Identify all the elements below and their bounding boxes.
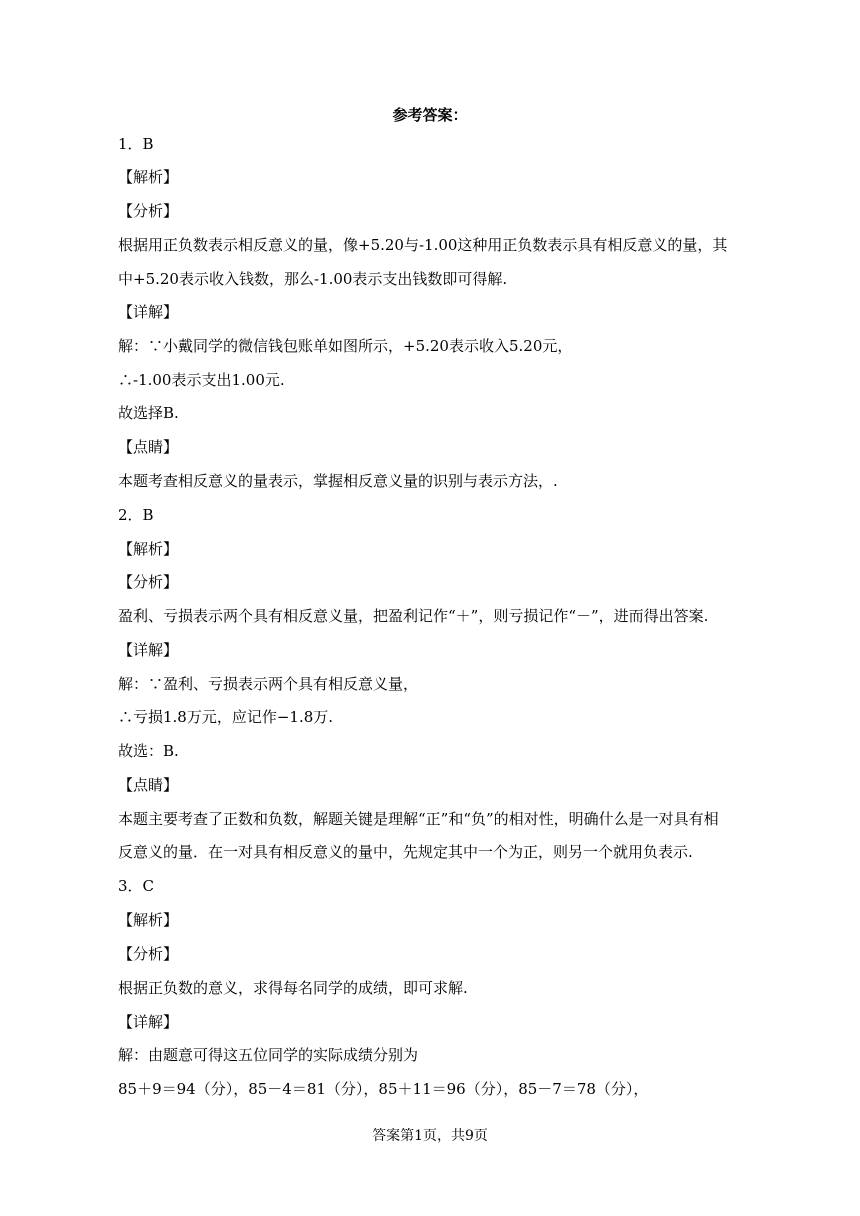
text-line: 解：∵小戴同学的微信钱包账单如图所示，+5.20表示收入5.20元， [118,337,573,355]
text-line: 故选：B. [118,742,179,760]
text-line: 解：由题意可得这五位同学的实际成绩分别为 [118,1046,419,1064]
text-line: 根据用正负数表示相反意义的量，像+5.20与-1.00这种用正负数表示具有相反意义的量，其 [118,236,728,254]
section-heading: 【详解】 [118,303,179,321]
page-footer: 答案第1页，共9页 [372,1128,488,1144]
answer-number-3: 3．C [118,877,155,895]
text-line: 故选择B. [118,404,179,422]
section-heading: 【分析】 [118,945,179,963]
text-line: 中+5.20表示收入钱数，那么-1.00表示支出钱数即可得解. [118,270,508,288]
section-heading: 【点睛】 [118,438,179,456]
text-line: 本题考查相反意义的量表示，掌握相反意义量的识别与表示方法，. [118,472,558,490]
answer-number-1: 1．B [118,135,154,153]
page-title: 参考答案： [392,106,468,124]
section-heading: 【详解】 [118,641,179,659]
section-heading: 【解析】 [118,540,179,558]
section-heading: 【解析】 [118,911,179,929]
text-line: 根据正负数的意义，求得每名同学的成绩，即可求解. [118,979,468,997]
text-line: 盈利、亏损表示两个具有相反意义量，把盈利记作“＋”，则亏损记作“－”，进而得出答案. [118,607,709,625]
text-line: 85＋9＝94（分），85－4＝81（分），85＋11＝96（分），85－7＝78（分）， [118,1080,649,1098]
section-heading: 【分析】 [118,573,179,591]
section-heading: 【点睛】 [118,776,179,794]
text-line: ∴-1.00表示支出1.00元. [118,371,285,389]
text-line: 反意义的量．在一对具有相反意义的量中，先规定其中一个为正，则另一个就用负表示. [118,843,693,861]
text-line: ∴亏损1.8万元，应记作−1.8万. [118,708,334,726]
text-line: 解：∵盈利、亏损表示两个具有相反意义量， [118,675,419,693]
text-line: 本题主要考查了正数和负数，解题关键是理解“正”和“负”的相对性，明确什么是一对具有相 [118,810,719,828]
answer-number-2: 2．B [118,506,154,524]
section-heading: 【分析】 [118,202,179,220]
section-heading: 【详解】 [118,1013,179,1031]
section-heading: 【解析】 [118,168,179,186]
